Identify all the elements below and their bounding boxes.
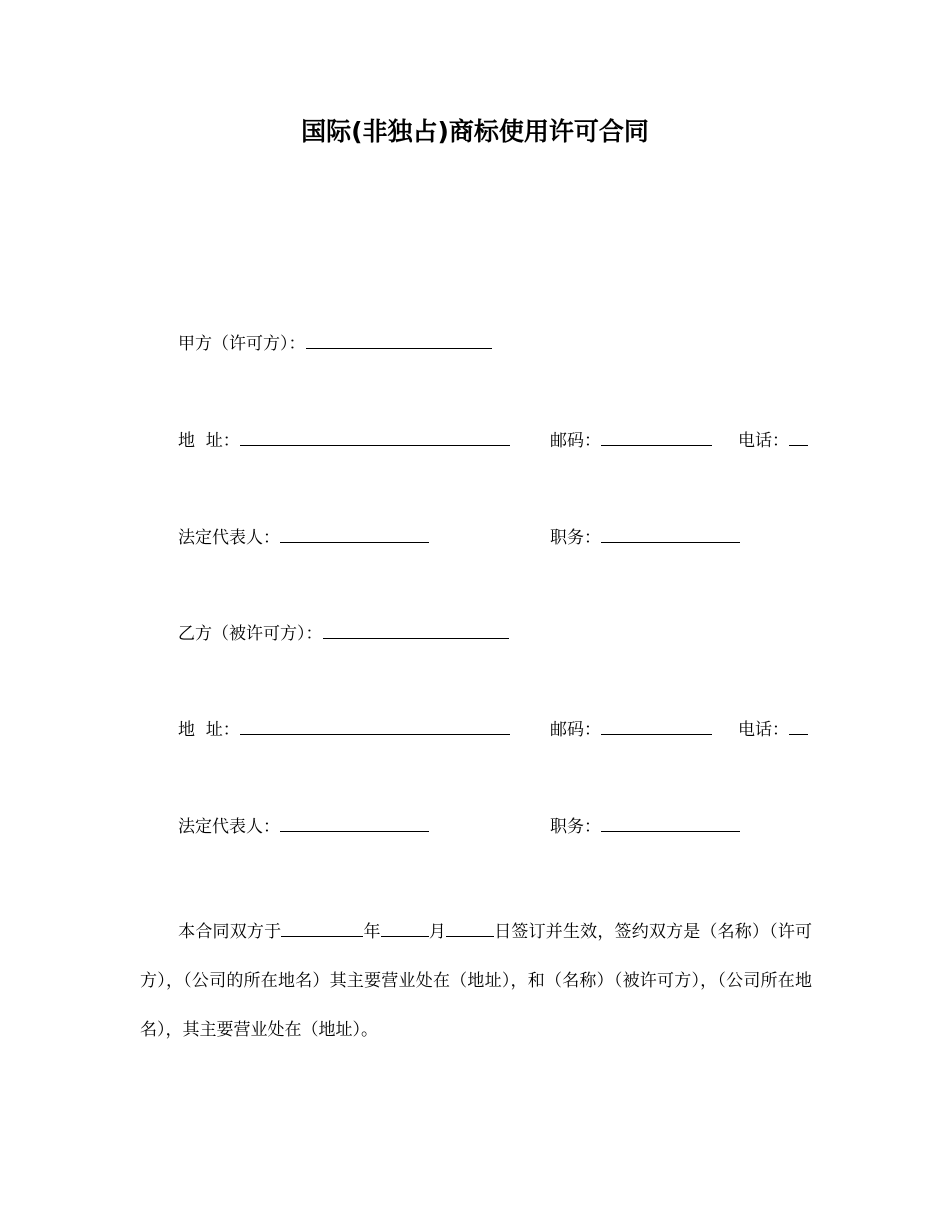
preamble-month: 月 — [428, 922, 447, 942]
party-a-address-blank[interactable] — [240, 427, 510, 446]
party-a-zip-label: 邮码： — [550, 431, 601, 451]
party-b-row — [178, 620, 509, 646]
party-a-zip-row — [550, 427, 712, 453]
date-year-blank[interactable] — [281, 918, 363, 937]
party-a-rep-label: 法定代表人： — [178, 528, 280, 548]
party-a-label: 甲方（许可方）： — [178, 334, 306, 354]
party-a-rep-blank[interactable] — [280, 524, 429, 543]
party-a-phone-blank[interactable] — [789, 427, 808, 446]
party-a-address-label: 地 址： — [178, 431, 240, 451]
preamble-paragraph — [140, 908, 812, 1055]
party-b-position-blank[interactable] — [601, 813, 740, 832]
party-b-phone-row — [738, 716, 808, 742]
preamble-text-1: 本合同双方于 — [178, 922, 282, 942]
party-a-position-blank[interactable] — [601, 524, 740, 543]
party-b-phone-label: 电话： — [738, 720, 789, 740]
party-b-phone-blank[interactable] — [789, 716, 808, 735]
party-b-position-row — [550, 813, 740, 839]
party-b-address-label: 地 址： — [178, 720, 240, 740]
party-a-position-label: 职务： — [550, 528, 601, 548]
preamble-text-2: 日签订并生效，签约双方是（名称）（许可方），（公司的所在地名）其主要营业处在（地址），和（名称）（被许可方），（公司所在地名），其主要营业处在（地址）。 — [140, 922, 813, 1040]
date-month-blank[interactable] — [381, 918, 429, 937]
party-a-name-blank[interactable] — [306, 330, 492, 349]
party-a-rep-row — [178, 524, 429, 550]
preamble-year: 年 — [363, 922, 381, 942]
party-b-zip-label: 邮码： — [550, 720, 601, 740]
party-a-row — [178, 330, 492, 356]
party-a-phone-row — [738, 427, 808, 453]
party-b-rep-blank[interactable] — [280, 813, 429, 832]
date-day-blank[interactable] — [446, 918, 494, 937]
party-b-label: 乙方（被许可方）： — [178, 624, 323, 644]
party-a-address-row — [178, 427, 510, 453]
document-title: 国际(非独占)商标使用许可合同 — [301, 117, 649, 146]
party-b-address-blank[interactable] — [240, 716, 510, 735]
party-a-phone-label: 电话： — [738, 431, 789, 451]
party-b-zip-row — [550, 716, 712, 742]
party-b-name-blank[interactable] — [323, 620, 509, 639]
party-b-position-label: 职务： — [550, 817, 601, 837]
party-b-zip-blank[interactable] — [601, 716, 712, 735]
party-b-rep-label: 法定代表人： — [178, 817, 280, 837]
party-a-zip-blank[interactable] — [601, 427, 712, 446]
party-b-address-row — [178, 716, 510, 742]
party-a-position-row — [550, 524, 740, 550]
party-b-rep-row — [178, 813, 429, 839]
